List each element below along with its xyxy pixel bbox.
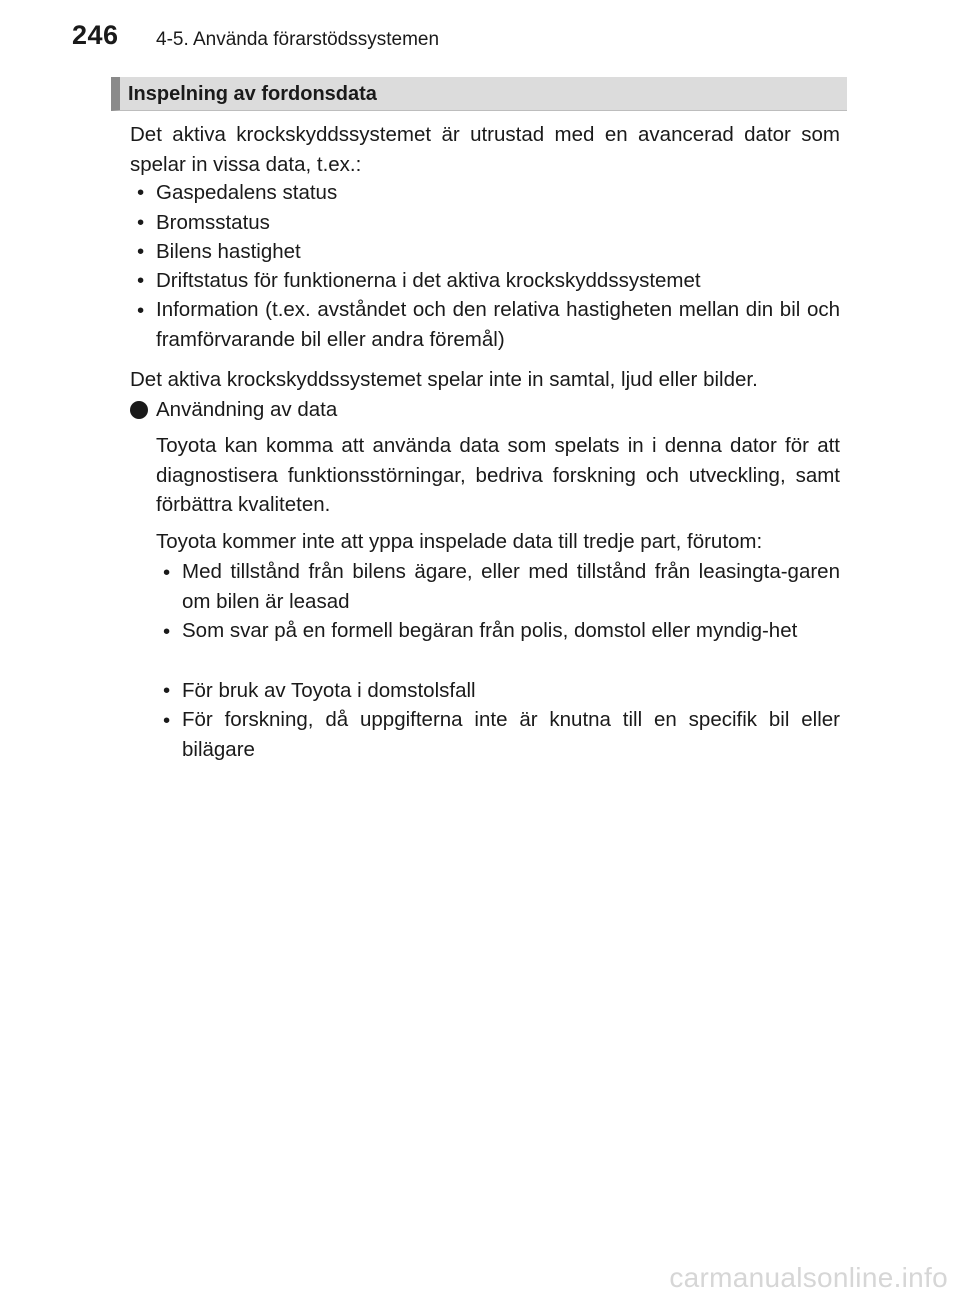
list-item: Med tillstånd från bilens ägare, eller med tillstånd från leasingta-garen om bilen är leasad <box>182 560 840 613</box>
page-number: 246 <box>72 20 119 50</box>
chapter-title: 4-5. Använda förarstödssystemen <box>156 29 440 50</box>
bullet-dot: • <box>137 211 145 234</box>
bullet-dot: • <box>137 181 145 204</box>
no-record-note: Det aktiva krockskyddssystemet spelar inte in samtal, ljud eller bilder. <box>130 368 758 391</box>
list-item: För forskning, då uppgifterna inte är knutna till en specifik bil eller bilägare <box>182 708 840 761</box>
bullet-dot: • <box>137 240 145 263</box>
bullet-dot: • <box>163 620 171 643</box>
list-item: Driftstatus för funktionerna i det aktiva krockskyddssystemet <box>156 269 701 292</box>
disclosure-paragraph: Toyota kommer inte att yppa inspelade data till tredje part, förutom: <box>156 530 763 553</box>
bullet-dot: • <box>137 299 145 322</box>
list-item: Gaspedalens status <box>156 181 338 204</box>
watermark: carmanualsonline.info <box>669 1262 948 1293</box>
round-bullet-icon <box>130 401 148 419</box>
usage-heading: Användning av data <box>156 398 338 421</box>
bullet-dot: • <box>163 709 171 732</box>
list-item: Bromsstatus <box>156 211 270 234</box>
section-header <box>111 77 847 111</box>
usage-paragraph: Toyota kan komma att använda data som spelats in i denna dator för att diagnostisera funktionsstörningar, bedriva forskning och utveckling, samt förbättra kvaliteten. <box>156 434 840 516</box>
bullet-dot: • <box>163 679 171 702</box>
list-item: För bruk av Toyota i domstolsfall <box>182 679 476 702</box>
intro-paragraph: Det aktiva krockskyddssystemet är utrustad med en avancerad dator som spelar in vissa data, t.ex.: <box>130 123 840 176</box>
list-item: Information (t.ex. avståndet och den relativa hastigheten mellan din bil och framförvarande bil eller andra föremål) <box>156 298 840 351</box>
list-item: Som svar på en formell begäran från polis, domstol eller myndig-het <box>182 619 798 642</box>
list-item: Bilens hastighet <box>156 240 301 263</box>
bullet-dot: • <box>163 561 171 584</box>
section-title: Inspelning av fordonsdata <box>128 83 377 105</box>
bullet-dot: • <box>137 269 145 292</box>
